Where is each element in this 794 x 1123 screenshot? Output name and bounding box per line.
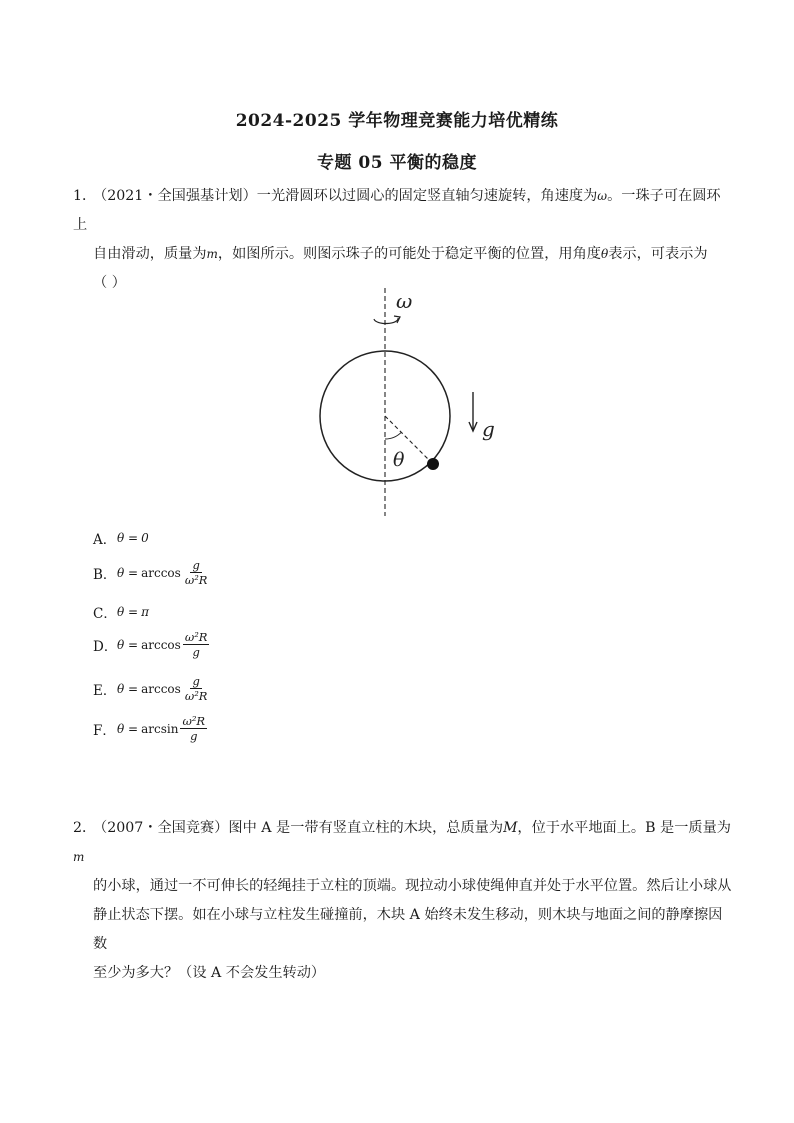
option-f-fn: arcsin bbox=[141, 721, 179, 736]
q1-text-d: ，如图所示。则图示珠子的可能处于稳定平衡的位置，用角度 bbox=[217, 246, 601, 262]
option-e-label: E． bbox=[93, 682, 117, 699]
option-e-eq: θ = bbox=[117, 681, 139, 696]
option-d-fraction bbox=[183, 630, 210, 659]
option-a-eq: θ = bbox=[117, 531, 139, 545]
question-1 bbox=[73, 182, 733, 298]
option-c-value: π bbox=[141, 605, 149, 619]
topic-subtitle: 专题 05 平衡的稳度 bbox=[317, 153, 477, 173]
option-f[interactable] bbox=[93, 714, 207, 743]
option-b-fraction bbox=[183, 558, 210, 587]
option-a-label: A． bbox=[93, 532, 117, 548]
omega-label: ω bbox=[396, 289, 413, 313]
q1-text-a: （2021・全国强基计划）一光滑圆环以过圆心的固定竖直轴匀速旋转，角速度为 bbox=[93, 188, 598, 204]
option-d-eq: θ = bbox=[117, 637, 139, 652]
q2-line-3: 静止状态下摆。如在小球与立柱发生碰撞前，木块 A 始终未发生移动，则木块与地面之间的静摩擦因数 bbox=[93, 907, 723, 952]
theta-symbol: θ bbox=[600, 247, 609, 261]
omega-symbol: ω bbox=[597, 189, 608, 203]
option-f-den: g bbox=[190, 729, 198, 743]
q1-line-1 bbox=[73, 182, 733, 240]
option-b-fn: arccos bbox=[141, 565, 181, 580]
big-mass-symbol: M bbox=[503, 820, 518, 836]
option-b-label: B． bbox=[93, 566, 117, 583]
option-e-fn: arccos bbox=[141, 681, 181, 696]
option-e[interactable] bbox=[93, 674, 209, 703]
option-f-fraction bbox=[180, 714, 207, 743]
q2-text-b: ，位于水平地面上。B 是一质量为 bbox=[517, 820, 731, 836]
option-c-eq: θ = bbox=[117, 605, 139, 619]
option-f-eq: θ = bbox=[117, 721, 139, 736]
q2-text-a: （2007・全国竞赛）图中 A 是一带有竖直立柱的木块，总质量为 bbox=[93, 820, 504, 836]
question-2 bbox=[73, 814, 733, 988]
theta-label: θ bbox=[393, 449, 405, 471]
q2-number: 2． bbox=[73, 820, 97, 836]
option-a[interactable] bbox=[93, 528, 149, 548]
mass-symbol: m bbox=[206, 247, 218, 261]
option-b[interactable] bbox=[93, 558, 209, 587]
option-c-label: C． bbox=[93, 606, 117, 622]
option-b-eq: θ = bbox=[117, 565, 139, 580]
option-d-den: g bbox=[192, 645, 200, 659]
q2-line-1 bbox=[73, 814, 733, 872]
page-title: 2024-2025 学年物理竞赛能力培优精练 bbox=[235, 111, 559, 131]
ball-mass-symbol: m bbox=[73, 850, 85, 864]
option-f-num: ω²R bbox=[182, 714, 206, 728]
q1-text-b: 。一珠子可在圆环上 bbox=[73, 188, 721, 233]
ring-diagram bbox=[296, 288, 516, 520]
q1-line-3: （ ） bbox=[93, 275, 126, 291]
bead bbox=[427, 458, 439, 470]
theta-arc bbox=[385, 432, 401, 439]
option-d[interactable] bbox=[93, 630, 209, 659]
rotation-arrow bbox=[374, 318, 398, 324]
option-b-num: g bbox=[192, 558, 200, 572]
option-f-label: F． bbox=[93, 722, 116, 739]
option-d-label: D． bbox=[93, 638, 118, 655]
q1-text-e: 表示，可表示为 bbox=[608, 246, 708, 262]
option-d-num: ω²R bbox=[184, 630, 208, 644]
q1-number: 1． bbox=[73, 188, 97, 204]
option-e-den: ω²R bbox=[184, 689, 208, 703]
q1-line-2 bbox=[73, 240, 733, 269]
option-d-fn: arccos bbox=[141, 637, 181, 652]
g-label: g bbox=[482, 417, 495, 441]
q2-line-2: 的小球，通过一不可伸长的轻绳挂于立柱的顶端。现拉动小球使绳伸直并处于水平位置。然后让小球从 bbox=[93, 878, 732, 894]
option-c[interactable] bbox=[93, 602, 149, 622]
option-a-value: 0 bbox=[141, 531, 149, 545]
option-b-den: ω²R bbox=[184, 573, 208, 587]
q1-text-c: 自由滑动，质量为 bbox=[93, 246, 207, 262]
q2-line-4: 至少为多大？（设 A 不会发生转动） bbox=[93, 965, 326, 981]
option-e-fraction bbox=[183, 674, 210, 703]
option-e-num: g bbox=[192, 674, 200, 688]
